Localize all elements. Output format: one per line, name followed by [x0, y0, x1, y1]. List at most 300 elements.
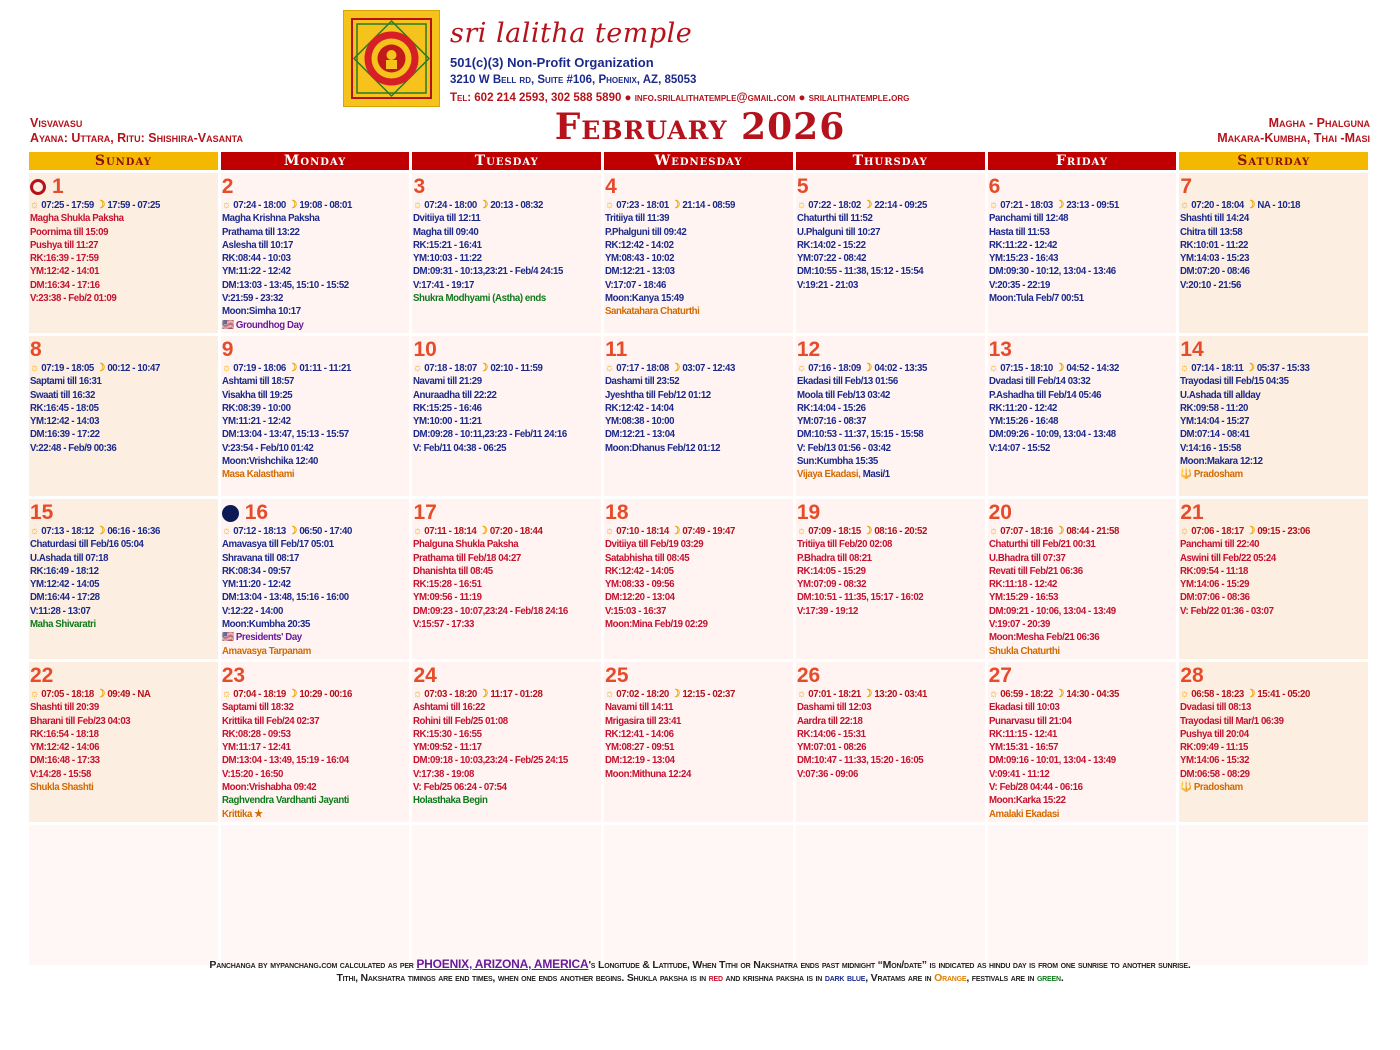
sunrise-sunset: 06:59 - 18:22 — [999, 688, 1053, 700]
panchanga-text: Trayodasi till Mar/1 06:39 — [1180, 714, 1284, 727]
panchanga-text: YM:15:26 - 16:48 — [988, 415, 1058, 428]
panchanga-line — [605, 252, 778, 265]
day-number-row — [1180, 664, 1368, 688]
panchanga-text: DM:10:47 - 11:33, 15:20 - 16:05 — [796, 754, 924, 767]
panchanga-line — [413, 442, 586, 455]
sun-moon-times — [989, 688, 1162, 701]
solar-months: Makara-Kumbha, Thai -Masi — [1217, 131, 1370, 145]
day-cell[interactable] — [796, 662, 985, 822]
day-cell[interactable] — [796, 173, 985, 333]
panchanga-text: RK:16:49 - 18:12 — [30, 564, 99, 577]
moon-icon: ☽ — [285, 199, 300, 211]
panchanga-text: YM:12:42 - 14:05 — [30, 578, 100, 591]
sun-icon: ☼ — [30, 199, 42, 211]
panchanga-line — [413, 389, 586, 402]
moonrise-moonset: 17:59 - 07:25 — [107, 199, 160, 211]
sunrise-sunset: 07:21 - 18:03 — [999, 199, 1053, 211]
panchanga-line — [413, 415, 586, 428]
panchanga-line — [222, 415, 395, 428]
day-cell[interactable] — [988, 336, 1177, 496]
org-contact: Tel: 602 214 2593, 302 588 5890 ● info.srilalithatemple@gmail.com ● srilalithatemple.org — [450, 92, 910, 104]
panchanga-line — [413, 292, 586, 305]
panchanga-text: V:23:38 - Feb/2 01:09 — [30, 292, 117, 305]
moon-icon: ☽ — [1052, 362, 1066, 374]
sun-icon: ☼ — [796, 688, 809, 700]
day-cell[interactable] — [29, 825, 218, 965]
panchanga-text: RK:14:04 - 15:26 — [796, 401, 866, 414]
day-cell[interactable] — [221, 825, 410, 965]
day-cell[interactable] — [412, 499, 601, 659]
panchanga-line — [30, 538, 203, 551]
sun-icon: ☼ — [221, 525, 233, 537]
moon-icon: ☽ — [285, 525, 300, 537]
panchanga-line — [989, 375, 1162, 388]
day-number: 23 — [221, 664, 246, 687]
panchanga-text: Moon:Mithuna 12:24 — [605, 767, 692, 780]
legend-red: red — [708, 972, 723, 984]
day-number: 21 — [1180, 501, 1204, 524]
week-row — [29, 825, 1368, 965]
moon-icon: ☽ — [669, 525, 683, 537]
panchanga-line — [605, 442, 778, 455]
weekday-saturday: Saturday — [1179, 152, 1368, 170]
panchanga-text: DM:16:48 - 17:33 — [30, 754, 100, 767]
day-number-row — [989, 501, 1177, 525]
sun-icon: ☼ — [30, 525, 42, 537]
day-number-row — [989, 338, 1177, 362]
moonrise-moonset: 07:49 - 19:47 — [682, 525, 736, 537]
panchanga-text: V:17:39 - 19:12 — [796, 604, 858, 617]
day-cell[interactable] — [1179, 825, 1368, 965]
panchanga-text: Moon:Dhanus Feb/12 01:12 — [605, 441, 721, 454]
day-cell[interactable] — [796, 825, 985, 965]
sunrise-sunset: 07:03 - 18:20 — [424, 688, 478, 700]
panchanga-line — [797, 605, 970, 618]
panchanga-line — [222, 605, 395, 618]
panchanga-line — [989, 618, 1162, 631]
panchanga-text: Prathama till Feb/18 04:27 — [413, 551, 522, 564]
weekday-wednesday: Wednesday — [604, 152, 793, 170]
panchanga-line — [989, 701, 1162, 714]
panchanga-text: Moola till Feb/13 03:42 — [796, 388, 890, 401]
panchanga-text: DM:16:44 - 17:28 — [30, 591, 100, 604]
panchanga-text: V:20:35 - 22:19 — [988, 278, 1050, 291]
panchanga-text: RK:11:15 - 12:41 — [988, 727, 1057, 740]
sun-icon: ☼ — [1180, 688, 1192, 700]
panchanga-line — [413, 565, 586, 578]
panchanga-line — [30, 715, 203, 728]
panchanga-text: U.Ashada till allday — [1180, 388, 1261, 401]
ayana-ritu: Ayana: Uttara, Ritu: Shishira-Vasanta — [30, 131, 243, 145]
panchanga-text: V:14:28 - 15:58 — [30, 767, 91, 780]
panchanga-text: Moon:Kanya 15:49 — [605, 292, 684, 305]
moonrise-moonset: 15:41 - 05:20 — [1257, 688, 1311, 700]
calendar-header — [0, 0, 1400, 150]
panchanga-text: Krittika ★ — [221, 807, 263, 820]
moon-icon: ☽ — [1052, 199, 1066, 211]
panchanga-text: RK:15:21 - 16:41 — [413, 238, 482, 251]
panchanga-text: DM:13:04 - 13:48, 15:16 - 16:00 — [221, 591, 349, 604]
masa-info — [1217, 116, 1370, 146]
day-cell[interactable] — [29, 173, 218, 333]
panchanga-text: YM:10:00 - 11:21 — [413, 415, 482, 428]
panchanga-line — [605, 565, 778, 578]
panchanga-text: Trayodasi till Feb/15 04:35 — [1180, 375, 1289, 388]
panchanga-text: 🇺🇸 Presidents' Day — [221, 631, 302, 644]
panchanga-line — [989, 212, 1162, 225]
panchanga-text: RK:15:28 - 16:51 — [413, 578, 482, 591]
moonrise-moonset: 09:49 - NA — [107, 688, 151, 700]
panchanga-line — [605, 538, 778, 551]
moonrise-moonset: 01:11 - 11:21 — [299, 362, 351, 374]
panchanga-text: Chaturthi till Feb/21 00:31 — [988, 538, 1095, 551]
sun-icon: ☼ — [413, 362, 425, 374]
moon-icon: ☽ — [860, 525, 875, 537]
panchanga-text: Navami till 14:11 — [605, 701, 674, 714]
panchanga-text: V:15:20 - 16:50 — [221, 767, 283, 780]
sun-icon: ☼ — [413, 688, 425, 700]
panchanga-text: V: Feb/11 04:38 - 06:25 — [413, 441, 507, 454]
panchanga-line — [222, 578, 395, 591]
moon-icon: ☽ — [1052, 525, 1066, 537]
panchanga-text: RK:12:42 - 14:04 — [605, 401, 674, 414]
panchanga-text: V:15:03 - 16:37 — [605, 604, 667, 617]
panchanga-line — [413, 265, 586, 278]
panchanga-text: RK:09:54 - 11:18 — [1180, 564, 1249, 577]
panchanga-text: P.Phalguni till 09:42 — [605, 225, 687, 238]
temple-logo — [343, 10, 440, 107]
day-cell[interactable] — [796, 336, 985, 496]
panchanga-line — [413, 538, 586, 551]
panchanga-text: DM:12:20 - 13:04 — [605, 591, 675, 604]
day-cell[interactable] — [412, 173, 601, 333]
panchanga-line — [413, 768, 586, 781]
sunrise-sunset: 07:22 - 18:02 — [808, 199, 861, 211]
panchanga-text: Aardra till 22:18 — [796, 714, 863, 727]
day-number-row — [797, 664, 985, 688]
weekday-sunday: Sunday — [29, 152, 218, 170]
panchanga-line — [989, 728, 1162, 741]
panchanga-text: Holasthaka Begin — [413, 794, 488, 807]
day-number: 28 — [1180, 664, 1204, 687]
day-number-row — [1180, 338, 1368, 362]
panchanga-line — [797, 741, 970, 754]
location-link[interactable]: PHOENIX, ARIZONA, AMERICA — [416, 957, 589, 971]
day-number: 16 — [244, 501, 269, 524]
day-number: 10 — [413, 338, 437, 361]
day-cell[interactable] — [604, 662, 793, 822]
panchanga-line — [989, 538, 1162, 551]
panchanga-line — [222, 265, 395, 278]
panchanga-line — [222, 754, 395, 767]
panchanga-text: Moon:Mina Feb/19 02:29 — [605, 618, 708, 631]
day-cell[interactable] — [29, 662, 218, 822]
moon-icon: ☽ — [285, 688, 300, 700]
sunrise-sunset: 07:09 - 18:15 — [808, 525, 861, 537]
panchanga-line — [605, 428, 778, 441]
panchanga-text: Poornima till 15:09 — [30, 225, 109, 238]
panchanga-text: DM:10:55 - 11:38, 15:12 - 15:54 — [796, 265, 924, 278]
panchanga-text: Chaturdasi till Feb/16 05:04 — [30, 538, 144, 551]
panchanga-text: YM:11:17 - 12:41 — [221, 741, 291, 754]
sun-moon-times — [605, 362, 778, 375]
footer-line-1 — [0, 958, 1400, 972]
panchanga-text: Ekadasi till 10:03 — [988, 701, 1060, 714]
panchanga-text: V:07:36 - 09:06 — [796, 767, 858, 780]
day-number: 22 — [30, 664, 54, 687]
panchanga-line — [30, 428, 203, 441]
day-cell[interactable] — [221, 499, 410, 659]
weeks-container — [29, 173, 1368, 965]
moonrise-moonset: 03:07 - 12:43 — [682, 362, 736, 374]
sunrise-sunset: 07:12 - 18:13 — [232, 525, 286, 537]
sun-moon-times — [1180, 688, 1353, 701]
panchanga-text: V:14:16 - 15:58 — [1180, 441, 1242, 454]
panchanga-text: Saptami till 16:31 — [30, 375, 102, 388]
org-name: sri lalitha temple — [450, 18, 693, 49]
panchanga-text: DM:16:34 - 17:16 — [30, 278, 100, 291]
panchanga-line — [1180, 552, 1353, 565]
moonrise-moonset: 00:12 - 10:47 — [107, 362, 160, 374]
day-cell[interactable] — [604, 173, 793, 333]
org-address: 3210 W Bell rd, Suite #106, Phoenix, AZ, 85053 — [450, 74, 697, 86]
panchanga-line — [797, 428, 970, 441]
panchanga-line — [989, 631, 1162, 644]
panchanga-line — [222, 591, 395, 604]
day-cell[interactable] — [221, 336, 410, 496]
moon-icon: ☽ — [1052, 688, 1066, 700]
panchanga-line — [797, 715, 970, 728]
panchanga-line — [222, 212, 395, 225]
day-cell[interactable] — [1179, 336, 1368, 496]
panchanga-line — [797, 375, 970, 388]
panchanga-text: RK:16:39 - 17:59 — [30, 252, 99, 265]
sun-moon-times — [797, 688, 970, 701]
sunrise-sunset: 07:11 - 18:14 — [424, 525, 477, 537]
day-cell[interactable] — [221, 662, 410, 822]
panchanga-line — [222, 292, 395, 305]
day-cell[interactable] — [29, 499, 218, 659]
panchanga-text: Dashami till 12:03 — [796, 701, 872, 714]
panchanga-text: Anuraadha till 22:22 — [413, 388, 497, 401]
day-number-row — [1180, 501, 1368, 525]
panchanga-text: RK:08:39 - 10:00 — [221, 401, 291, 414]
panchanga-text: U.Ashada till 07:18 — [30, 551, 109, 564]
day-cell[interactable] — [796, 499, 985, 659]
day-number: 24 — [413, 664, 437, 687]
panchanga-text: Ashtami till 16:22 — [413, 701, 486, 714]
panchanga-line — [797, 442, 970, 455]
panchanga-text: Shukla Chaturthi — [988, 644, 1060, 657]
panchanga-line — [222, 631, 395, 644]
day-cell[interactable] — [29, 336, 218, 496]
panchanga-line — [989, 252, 1162, 265]
panchanga-line — [30, 279, 203, 292]
panchanga-text: RK:15:30 - 16:55 — [413, 727, 482, 740]
sun-icon: ☼ — [30, 688, 42, 700]
panchanga-text: DM:09:30 - 10:12, 13:04 - 13:46 — [988, 265, 1116, 278]
panchanga-text: Panchami till 12:48 — [988, 212, 1068, 225]
day-cell[interactable] — [1179, 499, 1368, 659]
panchanga-line — [605, 591, 778, 604]
panchanga-text: YM:14:04 - 15:27 — [1180, 415, 1250, 428]
panchanga-text: YM:11:21 - 12:42 — [221, 415, 291, 428]
day-cell[interactable] — [988, 825, 1177, 965]
panchanga-text: DM:07:06 - 08:36 — [1180, 591, 1250, 604]
panchanga-line — [30, 402, 203, 415]
panchanga-line — [605, 292, 778, 305]
panchanga-line — [30, 754, 203, 767]
sunrise-sunset: 07:17 - 18:08 — [616, 362, 670, 374]
panchanga-text: Moon:Karka 15:22 — [988, 794, 1066, 807]
panchanga-line — [222, 781, 395, 794]
legend-orange: Orange — [934, 972, 967, 984]
panchanga-text: Phalguna Shukla Paksha — [413, 538, 519, 551]
sun-icon: ☼ — [796, 199, 809, 211]
panchanga-line — [413, 701, 586, 714]
day-number: 20 — [988, 501, 1012, 524]
moonrise-moonset: 19:08 - 08:01 — [299, 199, 352, 211]
panchanga-line — [222, 728, 395, 741]
panchanga-text: Hasta till 11:53 — [988, 225, 1050, 238]
day-number-row — [222, 501, 410, 525]
panchanga-line — [989, 402, 1162, 415]
day-number: 26 — [796, 664, 821, 687]
day-cell[interactable] — [988, 662, 1177, 822]
panchanga-text: Vijaya Ekadasi, — [796, 468, 861, 481]
moonrise-moonset: 20:13 - 08:32 — [490, 199, 544, 211]
panchanga-text: Moon:Tula Feb/7 00:51 — [988, 292, 1084, 305]
panchanga-text: Chaturthi till 11:52 — [796, 212, 873, 225]
panchanga-line — [797, 468, 970, 481]
panchanga-line — [797, 552, 970, 565]
panchanga-line — [1180, 239, 1353, 252]
day-cell[interactable] — [412, 825, 601, 965]
panchanga-text: V:14:07 - 15:52 — [988, 441, 1050, 454]
sun-icon: ☼ — [221, 362, 233, 374]
panchanga-line — [989, 741, 1162, 754]
sunrise-sunset: 06:58 - 18:23 — [1191, 688, 1245, 700]
calendar-grid — [29, 152, 1368, 965]
panchanga-text: Raghvendra Vardhanti Jayanti — [221, 794, 349, 807]
weekday-friday: Friday — [988, 152, 1177, 170]
panchanga-text: Ekadasi till Feb/13 01:56 — [796, 375, 898, 388]
sun-moon-times — [797, 362, 970, 375]
day-cell[interactable] — [988, 173, 1177, 333]
sunrise-sunset: 07:16 - 18:09 — [808, 362, 861, 374]
sun-moon-times — [1180, 525, 1353, 538]
day-cell[interactable] — [221, 173, 410, 333]
panchanga-text: RK:08:44 - 10:03 — [221, 252, 291, 265]
sun-icon: ☼ — [413, 525, 425, 537]
panchanga-text: YM:08:43 - 10:02 — [605, 252, 675, 265]
weekday-thursday: Thursday — [796, 152, 985, 170]
sun-moon-times — [413, 688, 586, 701]
day-number-row — [30, 338, 218, 362]
panchanga-text: V:19:21 - 21:03 — [796, 278, 858, 291]
panchanga-line — [989, 442, 1162, 455]
sun-moon-times — [605, 525, 778, 538]
panchanga-line — [413, 578, 586, 591]
sun-moon-times — [605, 688, 778, 701]
panchanga-line — [605, 375, 778, 388]
panchanga-line — [413, 252, 586, 265]
day-cell[interactable] — [604, 499, 793, 659]
panchanga-text: Magha Shukla Paksha — [30, 212, 124, 225]
panchanga-text: DM:09:18 - 10:03,23:24 - Feb/25 24:15 — [413, 754, 569, 767]
day-cell[interactable] — [1179, 662, 1368, 822]
day-cell[interactable] — [604, 825, 793, 965]
footer-line-2 — [0, 972, 1400, 985]
panchanga-line — [1180, 265, 1353, 278]
moonrise-moonset: 09:15 - 23:06 — [1257, 525, 1311, 537]
day-number-row — [413, 338, 601, 362]
panchanga-text: Moon:Vrishchika 12:40 — [221, 455, 318, 468]
moon-icon: ☽ — [1244, 199, 1258, 211]
panchanga-text: U.Bhadra till 07:37 — [988, 551, 1066, 564]
panchanga-text: YM:12:42 - 14:06 — [30, 741, 100, 754]
panchanga-text: Dashami till 23:52 — [605, 375, 680, 388]
panchanga-line — [605, 754, 778, 767]
panchanga-text: YM:10:03 - 11:22 — [413, 252, 482, 265]
sun-icon: ☼ — [1180, 362, 1192, 374]
panchanga-line — [222, 768, 395, 781]
day-number-row — [989, 664, 1177, 688]
panchanga-line — [797, 578, 970, 591]
panchanga-line — [413, 728, 586, 741]
sun-icon: ☼ — [988, 525, 1000, 537]
panchanga-text: V: Feb/22 01:36 - 03:07 — [1180, 604, 1274, 617]
panchanga-line — [30, 701, 203, 714]
moonrise-moonset: 05:37 - 15:33 — [1257, 362, 1310, 374]
panchanga-line — [605, 741, 778, 754]
panchanga-text: RK:14:02 - 15:22 — [796, 238, 866, 251]
sun-moon-times — [797, 525, 970, 538]
panchanga-text: Magha till 09:40 — [413, 225, 479, 238]
panchanga-text: V:19:07 - 20:39 — [988, 618, 1050, 631]
day-cell[interactable] — [988, 499, 1177, 659]
panchanga-line — [30, 415, 203, 428]
panchanga-line — [797, 754, 970, 767]
panchanga-text: DM:09:31 - 10:13,23:21 - Feb/4 24:15 — [413, 265, 564, 278]
day-number: 4 — [605, 175, 617, 198]
day-number: 7 — [1180, 175, 1192, 198]
sun-icon: ☼ — [221, 199, 233, 211]
day-cell[interactable] — [412, 336, 601, 496]
sun-icon: ☼ — [1180, 199, 1192, 211]
panchanga-line — [605, 618, 778, 631]
panchanga-line — [30, 578, 203, 591]
panchanga-line — [1180, 741, 1353, 754]
panchanga-line — [413, 212, 586, 225]
moon-icon: ☽ — [669, 688, 683, 700]
day-number: 27 — [988, 664, 1012, 687]
day-cell[interactable] — [604, 336, 793, 496]
moon-icon: ☽ — [93, 362, 108, 374]
panchanga-line — [605, 265, 778, 278]
panchanga-text: Navami till 21:29 — [413, 375, 483, 388]
day-number-row — [222, 175, 410, 199]
day-cell[interactable] — [1179, 173, 1368, 333]
sun-icon: ☼ — [988, 362, 1000, 374]
day-number-row — [797, 175, 985, 199]
panchanga-extra: Masi/1 — [860, 468, 890, 481]
panchanga-line — [989, 754, 1162, 767]
day-cell[interactable] — [412, 662, 601, 822]
panchanga-line — [30, 389, 203, 402]
panchanga-line — [797, 591, 970, 604]
panchanga-text: Amavasya Tarpanam — [221, 644, 311, 657]
